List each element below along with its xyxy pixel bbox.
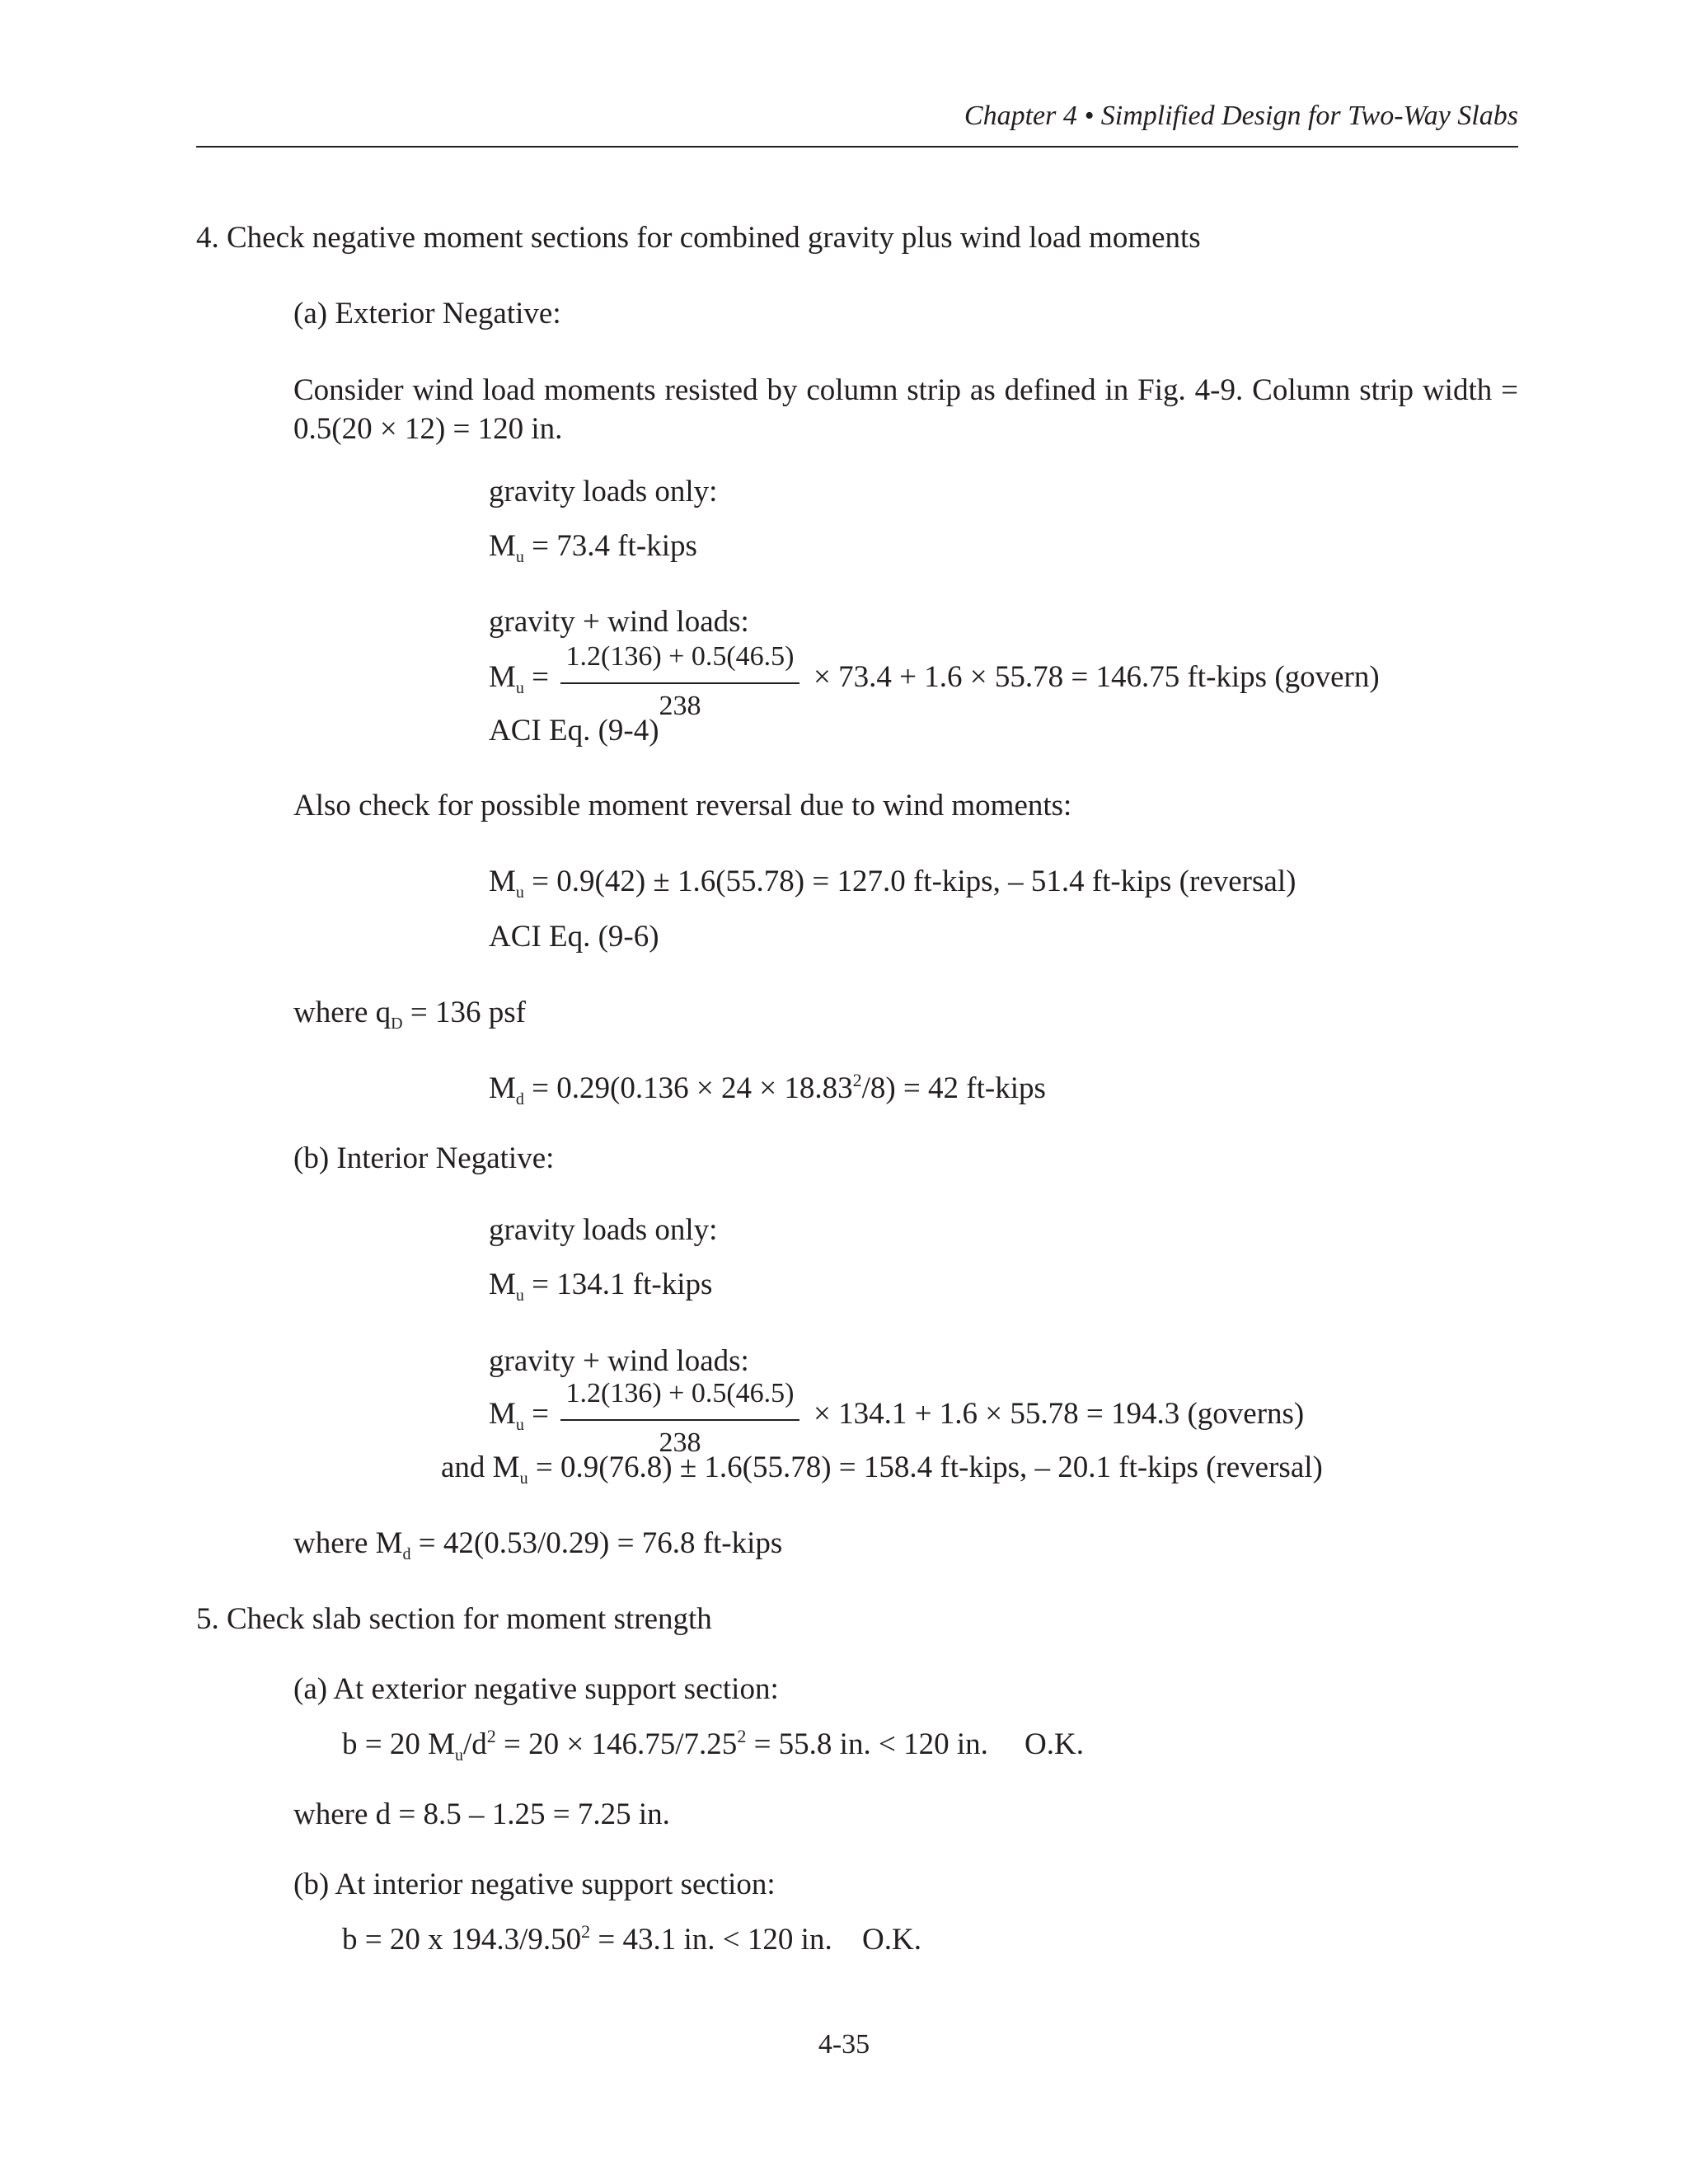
subsection-4a-label: (a) Exterior Negative:: [293, 297, 561, 330]
fraction-bar-b: [560, 1419, 799, 1421]
aci-eq-9-6: ACI Eq. (9-6): [489, 920, 659, 954]
md-equation: $M_d = 0.29(0.136 \times 24 \times 18.83^2/8) = 42$ ft-kips: [489, 1070, 1046, 1108]
header-rule: [196, 146, 1518, 148]
aci-eq-9-4: ACI Eq. (9-4): [489, 714, 659, 748]
mu-lhs: $M_u$ =: [489, 660, 550, 697]
b-exterior-equation: b = 20 $M_u/d^2 = 20 \times 146.75/7.25^2 = 55.8$ in. < 120 in.: [342, 1726, 988, 1765]
fraction-numerator: 1.2(136) + 0.5(46.5): [565, 641, 795, 672]
column-strip-paragraph: Consider wind load moments resisted by column strip as defined in Fig. 4-9. Column strip width = 0.5(20 × 12) = 120 in.: [293, 373, 1518, 446]
ok-exterior: O.K.: [1025, 1727, 1084, 1761]
fraction-numerator-b: 1.2(136) + 0.5(46.5): [565, 1378, 795, 1408]
gravity-wind-label: gravity + wind loads:: [489, 605, 749, 639]
subsection-5b-label: (b) At interior negative support section:: [293, 1868, 776, 1901]
mu-interior-gravity: $M_u = 134.1$ ft-kips: [489, 1268, 713, 1305]
mu-interior-reversal: and $M_u = 0.9(76.8) \pm 1.6(55.78) = 158.4$ ft-kips, – 20.1 ft-kips (reversal): [441, 1451, 1323, 1488]
gravity-only-label-b: gravity loads only:: [489, 1213, 718, 1247]
section-5-heading: 5. Check slab section for moment strength: [196, 1602, 712, 1636]
fraction-denominator-b: 238: [659, 1427, 701, 1458]
section-4-heading: 4. Check negative moment sections for combined gravity plus wind load moments: [196, 221, 1201, 255]
mu-reversal-equation: $M_u = 0.9(42) \pm 1.6(55.78) = 127.0$ ft-kips, – 51.4 ft-kips (reversal): [489, 865, 1296, 902]
gravity-only-label: gravity loads only:: [489, 475, 718, 509]
subsection-4b-label: (b) Interior Negative:: [293, 1141, 555, 1175]
running-header: Chapter 4 • Simplified Design for Two-Way Slabs: [964, 101, 1518, 131]
where-qd: where $q_D = 136$ psf: [293, 996, 526, 1033]
moment-reversal-note: Also check for possible moment reversal due to wind moments:: [293, 789, 1072, 823]
mu-gravity-wind-result: × 73.4 + 1.6 × 55.78 = 146.75 ft-kips (govern): [814, 660, 1380, 694]
where-d: where d = 8.5 – 1.25 = 7.25 in.: [293, 1797, 670, 1831]
ok-interior: O.K.: [862, 1923, 921, 1957]
where-md-interior: where $M_d = 42(0.53/0.29) = 76.8$ ft-kips: [293, 1526, 783, 1563]
mu-gravity-equation: $M_u = 73.4$ ft-kips: [489, 529, 697, 566]
page-number: 4-35: [818, 2029, 870, 2060]
fraction-bar: [560, 682, 799, 684]
b-interior-equation: b = 20 x $194.3/9.50^2 = 43.1$ in. < 120 in.: [342, 1921, 832, 1957]
mu-lhs-b: $M_u$ =: [489, 1397, 550, 1434]
subsection-5a-label: (a) At exterior negative support section:: [293, 1672, 779, 1706]
fraction-denominator: 238: [659, 691, 701, 721]
gravity-wind-label-b: gravity + wind loads:: [489, 1344, 749, 1378]
mu-interior-gravity-wind-result: × 134.1 + 1.6 × 55.78 = 194.3 (governs): [814, 1397, 1305, 1431]
